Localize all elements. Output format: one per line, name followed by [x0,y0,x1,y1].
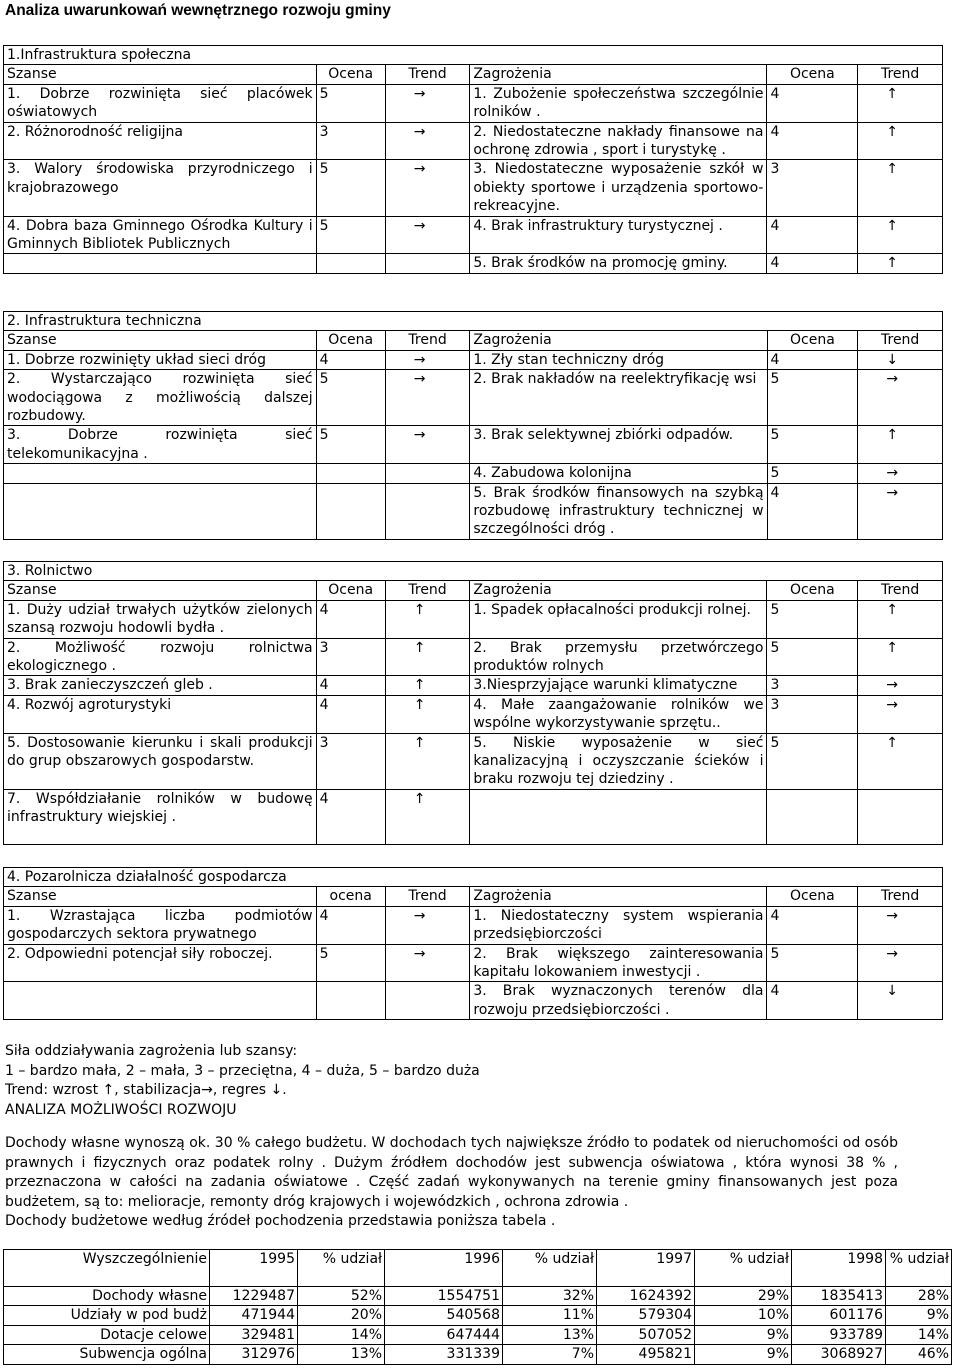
finance-cell: 9% [886,1306,952,1325]
threat-text: 5. Brak środków na promocję gminy. [470,254,767,273]
opportunity-score [316,483,385,539]
opportunity-trend-icon [385,464,470,483]
threat-text: 4. Brak infrastruktury turystycznej . [470,216,767,254]
threat-trend-icon: ↑ [858,160,943,216]
swot-row [4,216,943,254]
legend-line-1: Siła oddziaływania zagrożenia lub szansy: [5,1043,298,1059]
legend-line-2: 1 – bardzo mała, 2 – mała, 3 – przeciętna, 4 – duża, 5 – bardzo duża [5,1062,480,1079]
swot-row [4,600,943,638]
header-trend: Trend [385,887,470,906]
finance-cell: 11% [503,1306,597,1325]
finance-header-cell: 1998 [792,1250,886,1287]
header-szanse: Szanse [4,581,317,600]
header-szanse: Szanse [4,887,317,906]
threat-text: 2. Brak większego zainteresowania kapitału lokowaniem inwestycji . [470,944,767,982]
finance-table [3,1249,952,1365]
threat-text: 2. Niedostateczne nakłady finansowe na ochronę zdrowia , sport i turystykę . [470,122,767,160]
opportunity-trend-icon: → [385,370,470,426]
finance-cell: 471944 [210,1306,298,1325]
swot-row [4,733,943,789]
swot-row [4,370,943,426]
finance-cell: 540568 [385,1306,503,1325]
threat-text: 3. Niedostateczne wyposażenie szkół w obiekty sportowe i urządzenia sportowo-rekreacyjne. [470,160,767,216]
opportunity-score: 4 [316,906,385,944]
header-ocena: Ocena [767,887,858,906]
finance-cell: 52% [298,1287,385,1306]
finance-row-label: Dotacje celowe [4,1325,210,1344]
threat-trend-icon: ↑ [858,216,943,254]
page-title: Analiza uwarunkowań wewnętrznego rozwoju gminy [5,2,391,19]
opportunity-score: 4 [316,695,385,733]
finance-cell: 13% [298,1345,385,1364]
finance-cell: 46% [886,1345,952,1364]
finance-header-cell: 1997 [597,1250,695,1287]
header-zagrozenia: Zagrożenia [470,581,767,600]
swot-row [4,254,943,273]
header-trend: Trend [858,887,943,906]
opportunity-score: 4 [316,600,385,638]
threat-text: 1. Zły stan techniczny dróg [470,350,767,369]
threat-trend-icon: → [858,370,943,426]
opportunity-text: 5. Dostosowanie kierunku i skali produkcji do grup obszarowych gospodarstw. [4,733,317,789]
opportunity-text: 2. Różnorodność religijna [4,122,317,160]
finance-cell: 1554751 [385,1287,503,1306]
opportunity-trend-icon: ↑ [385,676,470,695]
section-title: 1.Infrastruktura społeczna [4,46,943,65]
finance-cell: 29% [695,1287,792,1306]
finance-header-cell: Wyszczególnienie [4,1250,210,1287]
finance-cell: 9% [695,1345,792,1364]
threat-trend-icon: ↑ [858,600,943,638]
opportunity-trend-icon: → [385,122,470,160]
finance-row [4,1345,952,1364]
finance-cell: 329481 [210,1325,298,1344]
swot-row [4,944,943,982]
budget-text: Dochody własne wynoszą ok. 30 % całego budżetu. W dochodach tych największe źródło to podatek od nieruchomości od osób prawnych i fizycznych oraz podatek rolny . Dużym źródłem dochodów jest subwencja oświatowa , która wynosi 38 % , przeznaczona w całości na zadania oświatowe . Część zadań wykonywanych na terenie gminy finansowanych jest poza budżetem, są to: melioracje, remonty dróg krajowych i wojewódzkich , ochrona zdrowia . [5,1135,898,1210]
swot-row [4,695,943,733]
threat-trend-icon: → [858,676,943,695]
opportunity-text: 1. Dobrze rozwinięty układ sieci dróg [4,350,317,369]
finance-header-cell: % udział [298,1250,385,1287]
threat-text: 4. Małe zaangażowanie rolników we wspólne wykorzystywanie sprzętu.. [470,695,767,733]
finance-cell: 312976 [210,1345,298,1364]
finance-cell: 647444 [385,1325,503,1344]
finance-cell: 1229487 [210,1287,298,1306]
opportunity-text: 3. Dobrze rozwinięta sieć telekomunikacyjna . [4,426,317,464]
threat-trend-icon: → [858,906,943,944]
opportunity-score: 3 [316,638,385,676]
opportunity-text: 2. Odpowiedni potencjał siły roboczej. [4,944,317,982]
finance-cell: 601176 [792,1306,886,1325]
threat-text: 1. Niedostateczny system wspierania przedsiębiorczości [470,906,767,944]
finance-cell: 13% [503,1325,597,1344]
threat-score: 5 [767,600,858,638]
finance-cell: 495821 [597,1345,695,1364]
header-trend: Trend [385,581,470,600]
opportunity-trend-icon: → [385,160,470,216]
opportunity-text: 2. Możliwość rozwoju rolnictwa ekologicznego . [4,638,317,676]
opportunity-score: 3 [316,122,385,160]
header-ocena: Ocena [767,331,858,350]
header-ocena: ocena [316,887,385,906]
threat-text [470,789,767,844]
opportunity-score: 5 [316,426,385,464]
opportunity-score: 5 [316,370,385,426]
opportunity-text [4,483,317,539]
threat-text: 5. Niskie wyposażenie w sieć kanalizacyjną i oczyszczanie ścieków i braku rozwoju tej dziedziny . [470,733,767,789]
opportunity-trend-icon: → [385,906,470,944]
threat-trend-icon: ↑ [858,426,943,464]
finance-cell: 7% [503,1345,597,1364]
header-trend: Trend [385,65,470,84]
opportunity-score: 5 [316,216,385,254]
finance-cell: 933789 [792,1325,886,1344]
swot-table-s4 [3,867,943,1020]
finance-header-cell: % udział [886,1250,952,1287]
swot-row [4,122,943,160]
header-zagrozenia: Zagrożenia [470,65,767,84]
threat-text: 2. Brak przemysłu przetwórczego produktów rolnych [470,638,767,676]
opportunity-score: 5 [316,160,385,216]
header-trend: Trend [858,65,943,84]
header-ocena: Ocena [316,65,385,84]
opportunity-trend-icon: → [385,426,470,464]
threat-text: 1. Spadek opłacalności produkcji rolnej. [470,600,767,638]
threat-trend-icon: ↑ [858,254,943,273]
opportunity-trend-icon: → [385,84,470,122]
swot-row [4,638,943,676]
swot-row [4,982,943,1020]
header-szanse: Szanse [4,65,317,84]
finance-header-cell: % udział [503,1250,597,1287]
finance-cell: 20% [298,1306,385,1325]
finance-cell: 3068927 [792,1345,886,1364]
opportunity-text: 1. Dobrze rozwinięta sieć placówek oświatowych [4,84,317,122]
threat-text: 4. Zabudowa kolonijna [470,464,767,483]
threat-text: 3. Brak selektywnej zbiórki odpadów. [470,426,767,464]
threat-text: 3. Brak wyznaczonych terenów dla rozwoju przedsiębiorczości . [470,982,767,1020]
finance-cell: 1835413 [792,1287,886,1306]
threat-trend-icon: → [858,695,943,733]
section-title: 4. Pozarolnicza działalność gospodarcza [4,868,943,887]
threat-score: 5 [767,426,858,464]
threat-text: 3.Niesprzyjające warunki klimatyczne [470,676,767,695]
finance-cell: 10% [695,1306,792,1325]
budget-paragraph [5,1134,898,1232]
header-zagrozenia: Zagrożenia [470,331,767,350]
opportunity-text: 7. Współdziałanie rolników w budowę infrastruktury wiejskiej . [4,789,317,844]
threat-score: 5 [767,638,858,676]
section-title: 2. Infrastruktura techniczna [4,312,943,331]
header-ocena: Ocena [316,331,385,350]
finance-cell: 579304 [597,1306,695,1325]
swot-row [4,84,943,122]
opportunity-text [4,982,317,1020]
header-ocena: Ocena [316,581,385,600]
opportunity-score [316,254,385,273]
swot-row [4,676,943,695]
finance-header-row [4,1250,952,1287]
opportunity-trend-icon: → [385,944,470,982]
finance-cell: 507052 [597,1325,695,1344]
threat-score: 4 [767,122,858,160]
threat-score [767,789,858,844]
opportunity-text: 3. Brak zanieczyszczeń gleb . [4,676,317,695]
threat-trend-icon: ↓ [858,982,943,1020]
opportunity-trend-icon: ↑ [385,600,470,638]
opportunity-text: 1. Wzrastająca liczba podmiotów gospodarczych sektora prywatnego [4,906,317,944]
finance-header-cell: 1995 [210,1250,298,1287]
opportunity-trend-icon [385,254,470,273]
opportunity-trend-icon: → [385,350,470,369]
opportunity-trend-icon: ↑ [385,695,470,733]
swot-row [4,160,943,216]
swot-table-s1 [3,45,943,274]
finance-cell: 14% [886,1325,952,1344]
threat-text: 2. Brak nakładów na reelektryfikację wsi [470,370,767,426]
threat-score: 3 [767,676,858,695]
threat-trend-icon: → [858,464,943,483]
threat-score: 4 [767,254,858,273]
legend-line-3: Trend: wzrost ↑, stabilizacja→, regres ↓. [5,1082,287,1099]
finance-cell: 28% [886,1287,952,1306]
swot-row [4,426,943,464]
finance-cell: 32% [503,1287,597,1306]
header-ocena: Ocena [767,581,858,600]
budget-text-line2: Dochody budżetowe według źródeł pochodzenia przedstawia poniższa tabela . [5,1213,556,1230]
finance-row-label: Dochody własne [4,1287,210,1306]
finance-header-cell: 1996 [385,1250,503,1287]
opportunity-score: 5 [316,84,385,122]
opportunity-trend-icon [385,982,470,1020]
threat-score: 4 [767,216,858,254]
threat-score: 4 [767,906,858,944]
opportunity-trend-icon [385,483,470,539]
finance-cell: 331339 [385,1345,503,1364]
opportunity-score: 4 [316,789,385,844]
opportunity-score: 3 [316,733,385,789]
opportunity-score [316,464,385,483]
finance-cell: 14% [298,1325,385,1344]
threat-score: 5 [767,370,858,426]
threat-score: 4 [767,982,858,1020]
threat-trend-icon: → [858,944,943,982]
opportunity-text: 1. Duży udział trwałych użytków zielonych szansą rozwoju hodowli bydła . [4,600,317,638]
legend [5,1042,480,1120]
opportunity-score: 5 [316,944,385,982]
opportunity-text: 3. Walory środowiska przyrodniczego i krajobrazowego [4,160,317,216]
opportunity-text: 4. Dobra baza Gminnego Ośrodka Kultury i Gminnych Bibliotek Publicznych [4,216,317,254]
threat-score: 4 [767,84,858,122]
finance-row [4,1287,952,1306]
finance-header-cell: % udział [695,1250,792,1287]
finance-cell: 9% [695,1325,792,1344]
threat-score: 3 [767,160,858,216]
threat-text: 5. Brak środków finansowych na szybką rozbudowę infrastruktury technicznej w szczególności dróg . [470,483,767,539]
finance-row-label: Subwencja ogólna [4,1345,210,1364]
opportunity-text [4,464,317,483]
finance-row [4,1325,952,1344]
opportunity-score [316,982,385,1020]
swot-row [4,483,943,539]
opportunity-text: 2. Wystarczająco rozwinięta sieć wodociągowa z możliwością dalszej rozbudowy. [4,370,317,426]
opportunity-text [4,254,317,273]
threat-score: 4 [767,350,858,369]
header-trend: Trend [385,331,470,350]
opportunity-trend-icon: ↑ [385,638,470,676]
finance-row [4,1306,952,1325]
threat-score: 5 [767,733,858,789]
threat-trend-icon [858,789,943,844]
threat-score: 3 [767,695,858,733]
header-zagrozenia: Zagrożenia [470,887,767,906]
header-szanse: Szanse [4,331,317,350]
threat-trend-icon: ↑ [858,733,943,789]
swot-row [4,464,943,483]
opportunity-score: 4 [316,350,385,369]
finance-cell: 1624392 [597,1287,695,1306]
opportunity-score: 4 [316,676,385,695]
finance-row-label: Udziały w pod budż [4,1306,210,1325]
legend-line-4: ANALIZA MOŻLIWOŚCI ROZWOJU [5,1101,237,1118]
opportunity-text: 4. Rozwój agroturystyki [4,695,317,733]
threat-score: 5 [767,944,858,982]
threat-trend-icon: ↑ [858,122,943,160]
opportunity-trend-icon: ↑ [385,789,470,844]
threat-text: 1. Zubożenie społeczeństwa szczególnie rolników . [470,84,767,122]
threat-trend-icon: ↑ [858,84,943,122]
threat-trend-icon: ↑ [858,638,943,676]
opportunity-trend-icon: ↑ [385,733,470,789]
threat-trend-icon: ↓ [858,350,943,369]
swot-row [4,789,943,844]
section-title: 3. Rolnictwo [4,562,943,581]
header-trend: Trend [858,581,943,600]
swot-row [4,906,943,944]
threat-trend-icon: → [858,483,943,539]
header-trend: Trend [858,331,943,350]
swot-table-s3 [3,561,943,845]
header-ocena: Ocena [767,65,858,84]
swot-table-s2 [3,311,943,540]
threat-score: 5 [767,464,858,483]
threat-score: 4 [767,483,858,539]
swot-row [4,350,943,369]
opportunity-trend-icon: → [385,216,470,254]
